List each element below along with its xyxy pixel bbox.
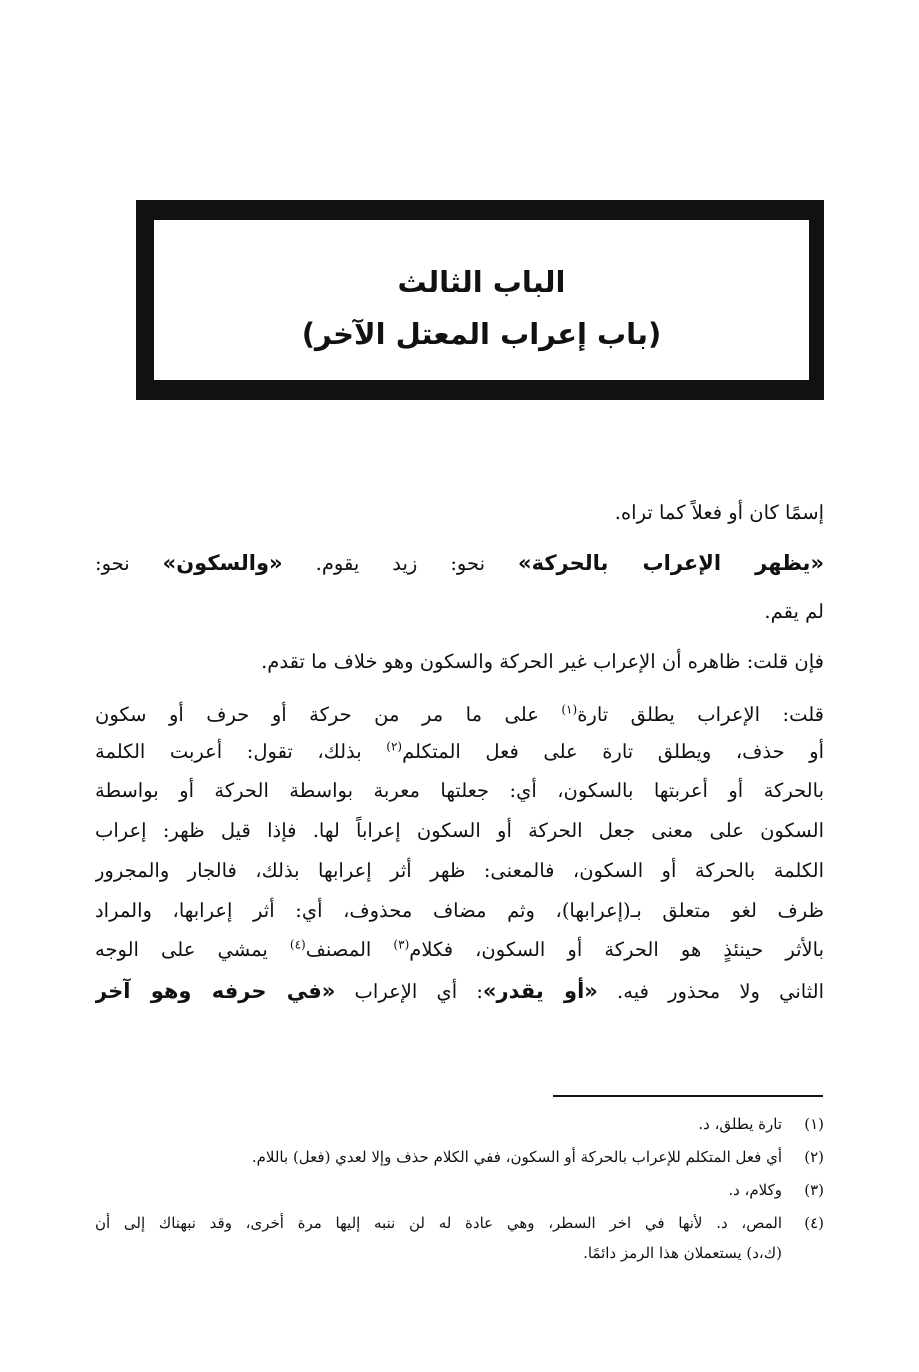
footnote-3 [728, 1177, 824, 1203]
body-text: بالأثر حينئذٍ هو الحركة أو السكون، فكلام [409, 938, 824, 961]
footnote-number: (٣) [804, 1181, 824, 1199]
body-line-10 [95, 896, 824, 926]
body-line-3 [764, 597, 824, 627]
body-text: فإن قلت: ظاهره أن الإعراب غير الحركة والسكون وهو خلاف ما تقدم. [261, 650, 824, 673]
body-text: على ما مر من حركة أو حرف أو سكون [95, 703, 562, 726]
footnote-2 [252, 1144, 824, 1170]
body-text: : أي الإعراب [335, 980, 483, 1003]
footnote-text: أي فعل المتكلم للإعراب بالحركة أو السكون، ففي الكلام حذف وإلا لعدي (فعل) باللام. [251, 1148, 782, 1166]
body-text: إسمًا كان أو فعلاً كما تراه. [614, 501, 824, 524]
body-text: الكلمة بالحركة أو السكون، فالمعنى: ظهر أثر إعرابها بذلك، فالجار والمجرور [95, 859, 824, 882]
body-line-1 [615, 498, 824, 528]
matn-quote: «في حرفه وهو آخر [95, 979, 336, 1003]
body-text: بالحركة أو أعربتها بالسكون، أي: جعلتها معربة بواسطة الحركة أو بواسطة [95, 779, 824, 802]
footnote-text: تارة يطلق، د. [698, 1115, 782, 1133]
body-line-2 [95, 548, 824, 578]
body-text: قلت: الإعراب يطلق تارة [577, 703, 824, 726]
body-line-5 [95, 700, 824, 730]
body-line-12 [95, 976, 824, 1006]
matn-quote: «يظهر الإعراب بالحركة» [518, 551, 824, 575]
footnote-text: المص، د. لأنها في اخر السطر، وهي عادة له لن ننبه إليها مرة أخرى، وقد نبهناك إلى أن [95, 1214, 782, 1232]
footnote-ref: (٣) [393, 937, 410, 952]
chapter-title: الباب الثالث [397, 265, 566, 299]
footnote-1 [698, 1111, 824, 1137]
body-line-8 [95, 816, 824, 846]
body-text: ظرف لغو متعلق بـ(إعرابها)، وثم مضاف محذوف، أي: أثر إعرابها، والمراد [95, 899, 824, 922]
body-line-4 [261, 647, 824, 677]
body-line-6 [95, 737, 824, 767]
footnote-separator [553, 1095, 823, 1097]
footnote-4-continued [583, 1240, 782, 1266]
footnote-ref: (٢) [386, 739, 403, 754]
body-text: يمشي على الوجه [95, 938, 290, 961]
footnote-number: (٤) [804, 1214, 824, 1232]
matn-quote: «والسكون» [162, 551, 283, 575]
footnote-ref: (١) [561, 702, 578, 717]
body-text: لم يقم. [764, 600, 824, 623]
footnote-ref: (٤) [289, 937, 306, 952]
body-text: المصنف [305, 938, 394, 961]
body-line-11 [95, 935, 824, 965]
matn-quote: «أو يقدر» [482, 979, 598, 1003]
body-text: نحو: [95, 552, 163, 575]
body-text: الثاني ولا محذور فيه. [597, 980, 824, 1003]
footnote-text: وكلام، د. [728, 1181, 782, 1199]
footnote-text: (ك،د) يستعملان هذا الرمز دائمًا. [583, 1244, 782, 1262]
chapter-frame [152, 218, 811, 382]
body-text: أو حذف، ويطلق تارة على فعل المتكلم [402, 740, 824, 763]
body-text: السكون على معنى جعل الحركة أو السكون إعراباً لها. فإذا قيل ظهر: إعراب [95, 819, 824, 842]
footnote-number: (١) [804, 1115, 824, 1133]
footnote-number: (٢) [804, 1148, 824, 1166]
body-line-7 [95, 776, 824, 806]
body-text: نحو: زيد يقوم. [282, 552, 519, 575]
footnote-4 [95, 1210, 824, 1236]
body-text: بذلك، تقول: أعربت الكلمة [95, 740, 387, 763]
chapter-subtitle: (باب إعراب المعتل الآخر) [301, 317, 662, 351]
body-line-9 [95, 856, 824, 886]
